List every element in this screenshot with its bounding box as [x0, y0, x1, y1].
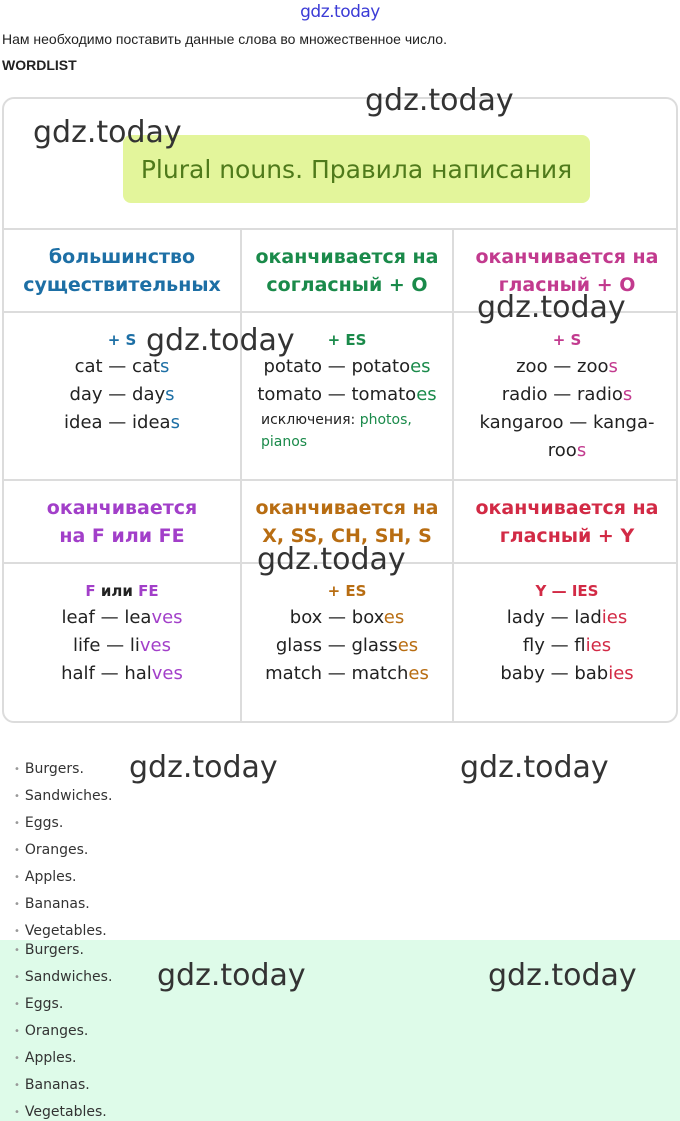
- exceptions-note: [242, 409, 452, 453]
- example-pair: [454, 660, 678, 688]
- header-line: гласный + Y: [499, 524, 635, 547]
- example-ending: es: [383, 607, 405, 628]
- rule-label: [4, 578, 240, 604]
- rule-part: FE: [138, 582, 159, 600]
- example-base: match — match: [265, 663, 409, 684]
- header-vowel-y: [454, 481, 678, 562]
- example-pair: [4, 660, 240, 688]
- example-base: glass — glass: [275, 635, 398, 656]
- example-base: day — day: [69, 384, 166, 405]
- example-base: radio — radio: [501, 384, 623, 405]
- watermark: gdz.today: [129, 750, 278, 785]
- header-line: оканчивается на: [255, 245, 439, 268]
- example-pair: [454, 381, 678, 409]
- list-item: • Burgers.: [14, 756, 112, 783]
- example-ending: s: [165, 384, 175, 405]
- example-ending: ves: [139, 635, 171, 656]
- example-ending: es: [397, 635, 419, 656]
- examples-x-ss-ch-sh-s: [242, 578, 452, 688]
- rule-label: + S: [107, 331, 137, 349]
- example-base: lady — lad: [506, 607, 602, 628]
- watermark: gdz.today: [488, 958, 637, 993]
- example-pair: [242, 381, 452, 409]
- example-ending: ies: [601, 607, 628, 628]
- watermark: gdz.today: [146, 323, 295, 358]
- rule-label: + ES: [327, 582, 367, 600]
- task-text: Нам необходимо поставить данные слова во множественное число.: [2, 31, 447, 47]
- example-pair: [4, 381, 240, 409]
- example-ending: ves: [151, 607, 183, 628]
- example-ending: ies: [585, 635, 612, 656]
- table-title: Plural nouns. Правила написания: [123, 135, 590, 203]
- list-item: • Vegetables.: [14, 918, 112, 945]
- header-line: оканчивается: [46, 496, 198, 519]
- header-line: гласный + O: [498, 273, 636, 296]
- header-line: оканчивается на: [475, 496, 659, 519]
- exceptions-label: исключения:: [261, 412, 360, 428]
- example-base: box — box: [289, 607, 384, 628]
- list-item: • Bananas.: [14, 891, 112, 918]
- list-item: • Sandwiches.: [14, 783, 112, 810]
- example-pair: [454, 632, 678, 660]
- watermark: gdz.today: [477, 290, 626, 325]
- list-item: • Oranges.: [14, 837, 112, 864]
- example-pair: [4, 604, 240, 632]
- example-base: zoo — zoo: [516, 356, 609, 377]
- example-base: life — li: [73, 635, 140, 656]
- example-base: half — hal: [61, 663, 152, 684]
- example-pair: kangaroo — kanga-: [479, 412, 655, 433]
- wordlist: [14, 756, 112, 945]
- example-pair: [454, 353, 678, 381]
- list-item: • Vegetables.: [14, 1099, 112, 1121]
- header-line: на F или FE: [59, 524, 185, 547]
- rule-label: + S: [552, 331, 582, 349]
- header-consonant-o: [242, 230, 452, 311]
- header-line: существительных: [23, 273, 221, 296]
- example-ending: s: [160, 356, 170, 377]
- list-item: • Oranges.: [14, 1018, 112, 1045]
- wordlist-heading: WORDLIST: [2, 57, 77, 73]
- example-ending: ves: [151, 663, 183, 684]
- watermark: gdz.today: [33, 115, 182, 150]
- rule-label: Y — IES: [535, 582, 599, 600]
- header-line: большинство: [48, 245, 196, 268]
- example-pair: [454, 437, 678, 465]
- list-item: • Sandwiches.: [14, 964, 112, 991]
- watermark: gdz.today: [257, 542, 406, 577]
- list-item: • Bananas.: [14, 1072, 112, 1099]
- example-ending: s: [170, 412, 180, 433]
- exception-word: pianos: [261, 434, 308, 450]
- examples-vowel-o: [454, 327, 678, 465]
- example-base: roo: [547, 440, 577, 461]
- site-logo[interactable]: gdz.today: [300, 2, 380, 22]
- examples-f-fe: [4, 578, 240, 688]
- example-base: fly — fl: [522, 635, 586, 656]
- answer-list: [14, 937, 112, 1121]
- watermark: gdz.today: [157, 958, 306, 993]
- examples-vowel-y: [454, 578, 678, 688]
- example-ending: s: [608, 356, 618, 377]
- list-item: • Apples.: [14, 864, 112, 891]
- example-base: cat — cat: [74, 356, 161, 377]
- example-ending: es: [416, 384, 437, 405]
- list-item: • Eggs.: [14, 810, 112, 837]
- example-base: tomato — tomato: [257, 384, 417, 405]
- exception-word: photos,: [359, 412, 412, 428]
- rule-label: + ES: [327, 331, 367, 349]
- watermark: gdz.today: [365, 83, 514, 118]
- list-item: • Burgers.: [14, 937, 112, 964]
- rule-part: или: [95, 582, 139, 600]
- example-base: potato — potato: [263, 356, 411, 377]
- example-pair: [242, 660, 452, 688]
- example-pair: [4, 409, 240, 437]
- example-base: idea — idea: [64, 412, 171, 433]
- example-base: baby — bab: [500, 663, 609, 684]
- example-ending: es: [410, 356, 431, 377]
- example-pair: [242, 632, 452, 660]
- example-ending: s: [576, 440, 587, 461]
- header-line: согласный + O: [266, 273, 428, 296]
- example-ending: es: [408, 663, 429, 684]
- header-line: оканчивается на: [475, 245, 659, 268]
- example-pair: [242, 604, 452, 632]
- watermark: gdz.today: [460, 750, 609, 785]
- rule-part: F: [85, 582, 96, 600]
- list-item: • Apples.: [14, 1045, 112, 1072]
- plural-rules-table: [2, 97, 678, 723]
- header-line: оканчивается на: [255, 496, 439, 519]
- example-ending: s: [622, 384, 633, 405]
- header-most-nouns: [4, 230, 240, 311]
- header-line: X, SS, CH, SH, S: [262, 524, 432, 547]
- header-f-fe: [4, 481, 240, 562]
- example-ending: ies: [608, 663, 634, 684]
- example-pair: [454, 604, 678, 632]
- list-item: • Eggs.: [14, 991, 112, 1018]
- example-base: leaf — lea: [61, 607, 152, 628]
- example-pair: [4, 632, 240, 660]
